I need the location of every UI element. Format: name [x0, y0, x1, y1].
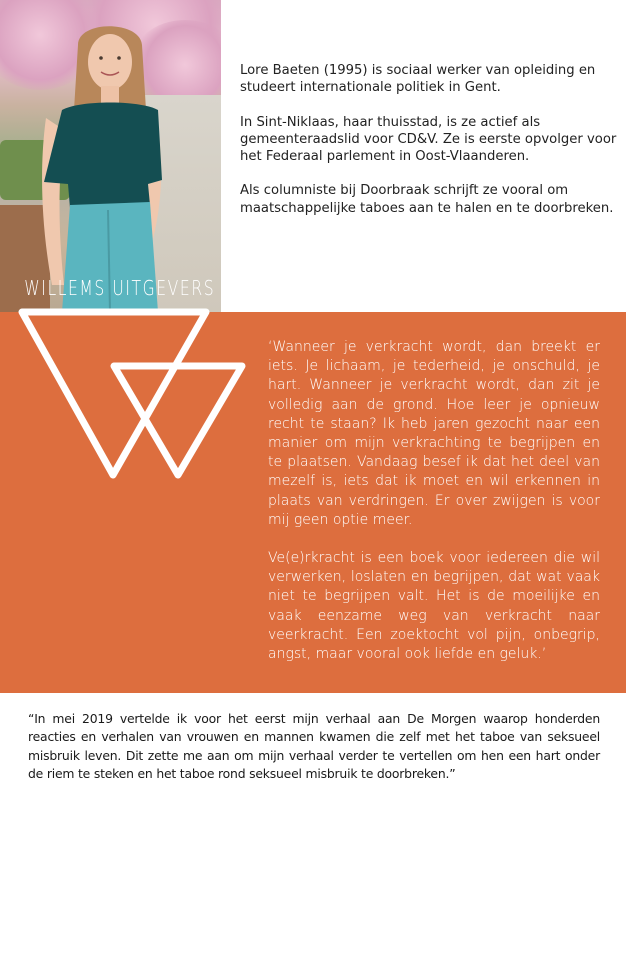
person-illustration — [0, 0, 221, 312]
blurb-paragraph: ‘Wanneer je verkracht wordt, dan breekt er iets. Je lichaam, je tederheid, je onschuld, je hart. Wanneer je verkracht wordt, dan zit je volledig aan de grond. Hoe leer je opnieuw recht te staan? Ik heb jaren gezocht naar een manier om mijn verkrachting te begrijpen en te plaatsen. Vandaag besef ik dat het deel van mezelf is, iets dat ik moet en wil erkennen in plaats van verdringen. Er over zwijgen is voor mij geen optie meer. — [268, 339, 600, 528]
author-testimonial: “In mei 2019 vertelde ik voor het eerst mijn verhaal aan De Morgen waarop honderden reacties en verhalen van vrouwen en mannen kwamen die zelf met het taboe van seksueel misbruik leven. Dit zette me aan om mijn verhaal verder te vertellen om hen een hart onder de riem te steken en het taboe rond seksueel misbruik te doorbreken.” — [28, 711, 600, 781]
book-blurb — [268, 338, 600, 683]
bio-paragraph: Als columniste bij Doorbraak schrijft ze vooral om maatschappelijke taboes aan te halen en te doorbreken. — [240, 183, 614, 216]
bio-paragraph: In Sint-Niklaas, haar thuisstad, is ze actief als gemeenteraadslid voor CD&V. Ze is eerste opvolger voor het Federaal parlement in Oost-Vlaanderen. — [240, 114, 617, 165]
blurb-paragraph: Ve(e)rkracht is een boek voor iedereen die wil verwerken, loslaten en begrijpen, dat wat vaak niet te begrijpen valt. Het is de moeilijke en vaak eenzame weg van verkracht naar veerkracht. Een zoektocht vol pijn, onbegrip, angst, maar vooral ook liefde en geluk.’ — [268, 550, 600, 663]
willems-uitgevers-logo-icon — [0, 300, 260, 500]
bio-paragraph: Lore Baeten (1995) is sociaal werker van opleiding en studeert internationale politiek in Gent. — [240, 63, 596, 96]
publisher-watermark: WILLEMS UITGEVERS — [24, 276, 216, 300]
author-photo — [0, 0, 221, 312]
author-bio — [240, 62, 620, 234]
